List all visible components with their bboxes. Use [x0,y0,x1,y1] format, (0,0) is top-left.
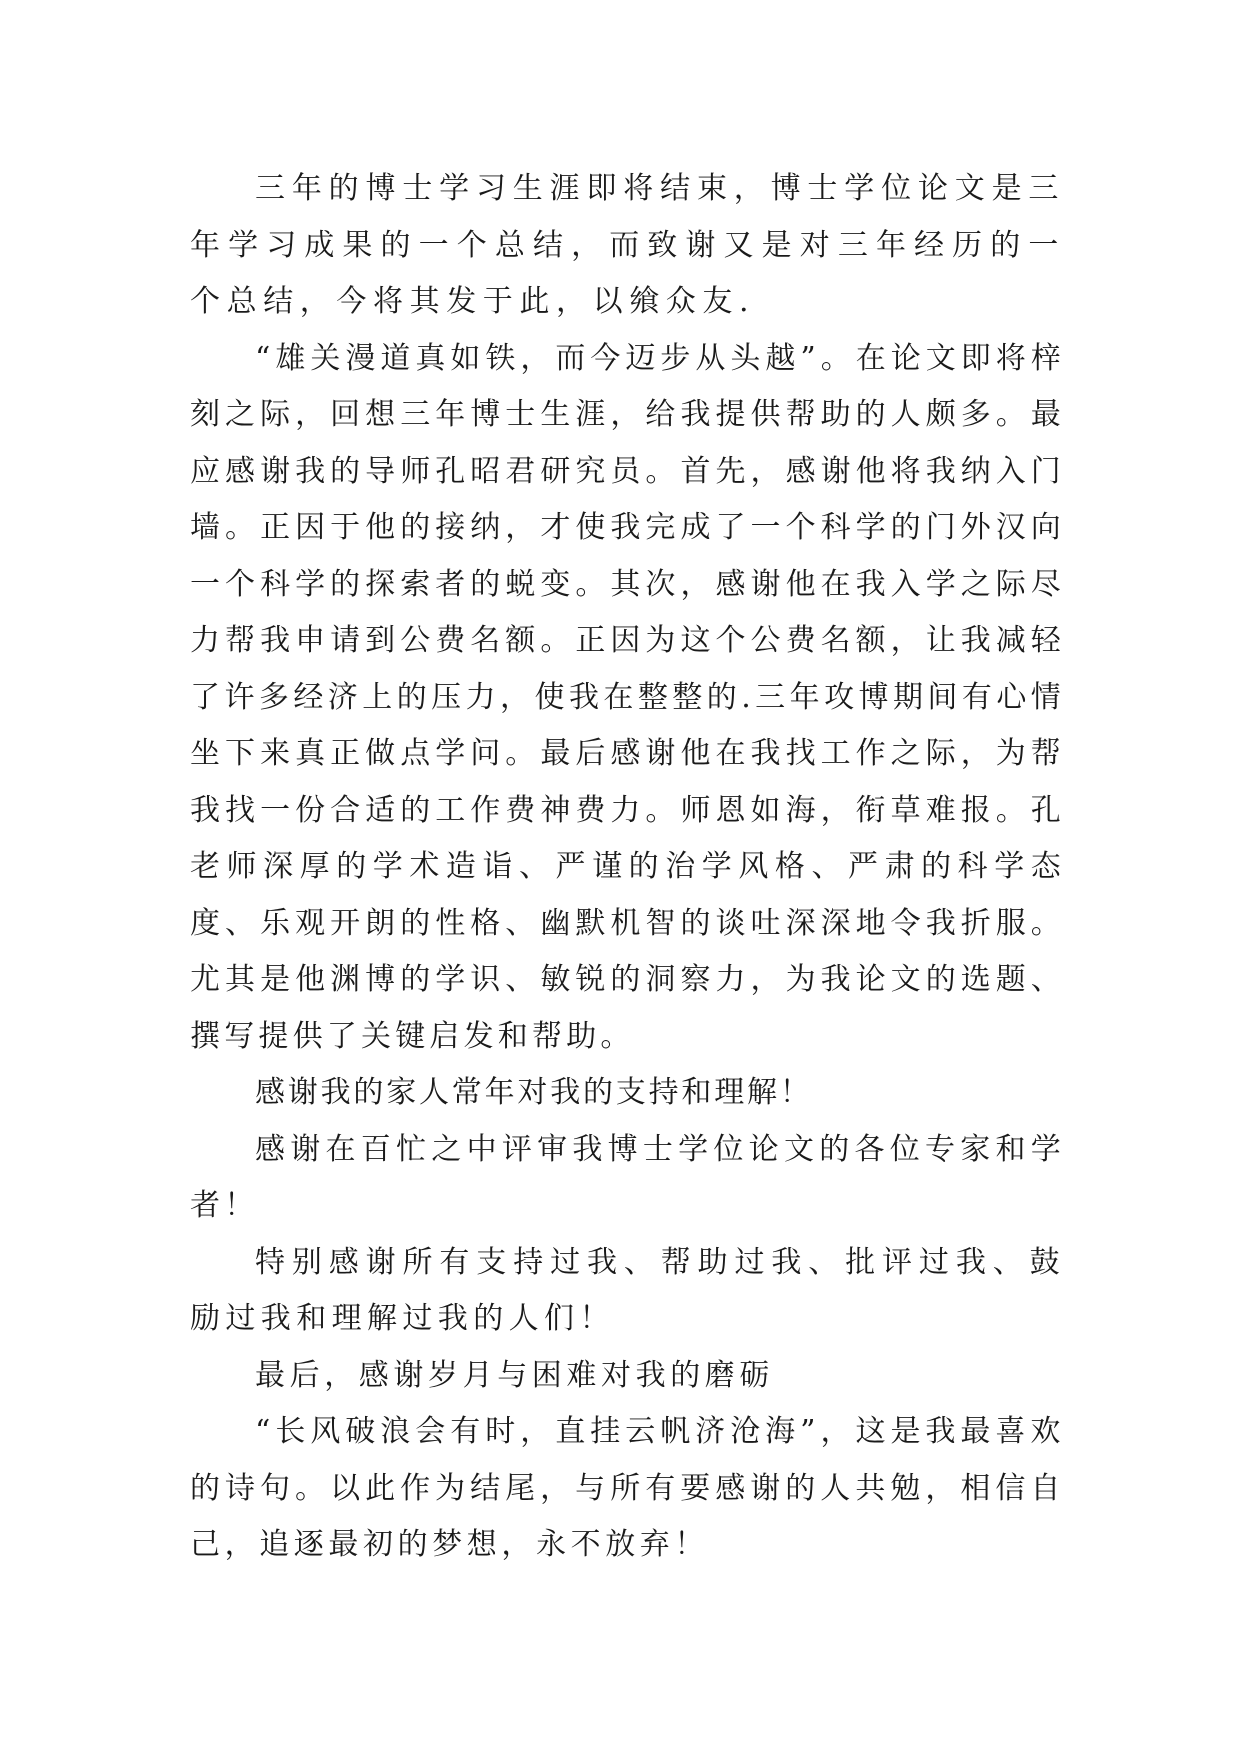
paragraph-family-thanks: 感谢我的家人常年对我的支持和理解！ [255,1075,813,1110]
paragraph-advisor-thanks: “雄关漫道真如铁，而今迈步从头越”。在论文即将梓刻之际，回想三年博士生涯，给我提供帮助的人颇多。最应感谢我的导师孔昭君研究员。首先，感谢他将我纳入门墙。正因于他的接纳，才使我完成了一个科学的门外汉向一个科学的探索者的蜕变。其次，感谢他在我入学之际尽力帮我申请到公费名额。正因为这个公费名额，让我减轻了许多经济上的压力，使我在整整的.三年攻博期间有心情坐下来真正做点学问。最后感谢他在我找工作之际，为帮我找一份合适的工作费神费力。师恩如海，衔草难报。孔老师深厚的学术造诣、严谨的治学风格、严肃的科学态度、乐观开朗的性格、幽默机智的谈吐深深地令我折服。尤其是他渊博的学识、敏锐的洞察力，为我论文的选题、撰写提供了关键启发和帮助。 [190,340,1065,1054]
paragraph-closing-poem: “长风破浪会有时，直挂云帆济沧海”，这是我最喜欢的诗句。以此作为结尾，与所有要感谢的人共勉，相信自己，追逐最初的梦想，永不放弃！ [190,1414,1065,1562]
paragraph-special-thanks: 特别感谢所有支持过我、帮助过我、批评过我、鼓励过我和理解过我的人们！ [190,1244,1065,1336]
paragraph-final-thanks: 最后，感谢岁月与困难对我的磨砺 [255,1357,774,1393]
paragraph-intro: 三年的博士学习生涯即将结束，博士学位论文是三年学习成果的一个总结，而致谢又是对三年经历的一个总结，今将其发于此，以飨众友. [190,171,1065,319]
paragraph-reviewers-thanks: 感谢在百忙之中评审我博士学位论文的各位专家和学者！ [190,1131,1065,1223]
document-body [190,161,1065,1574]
